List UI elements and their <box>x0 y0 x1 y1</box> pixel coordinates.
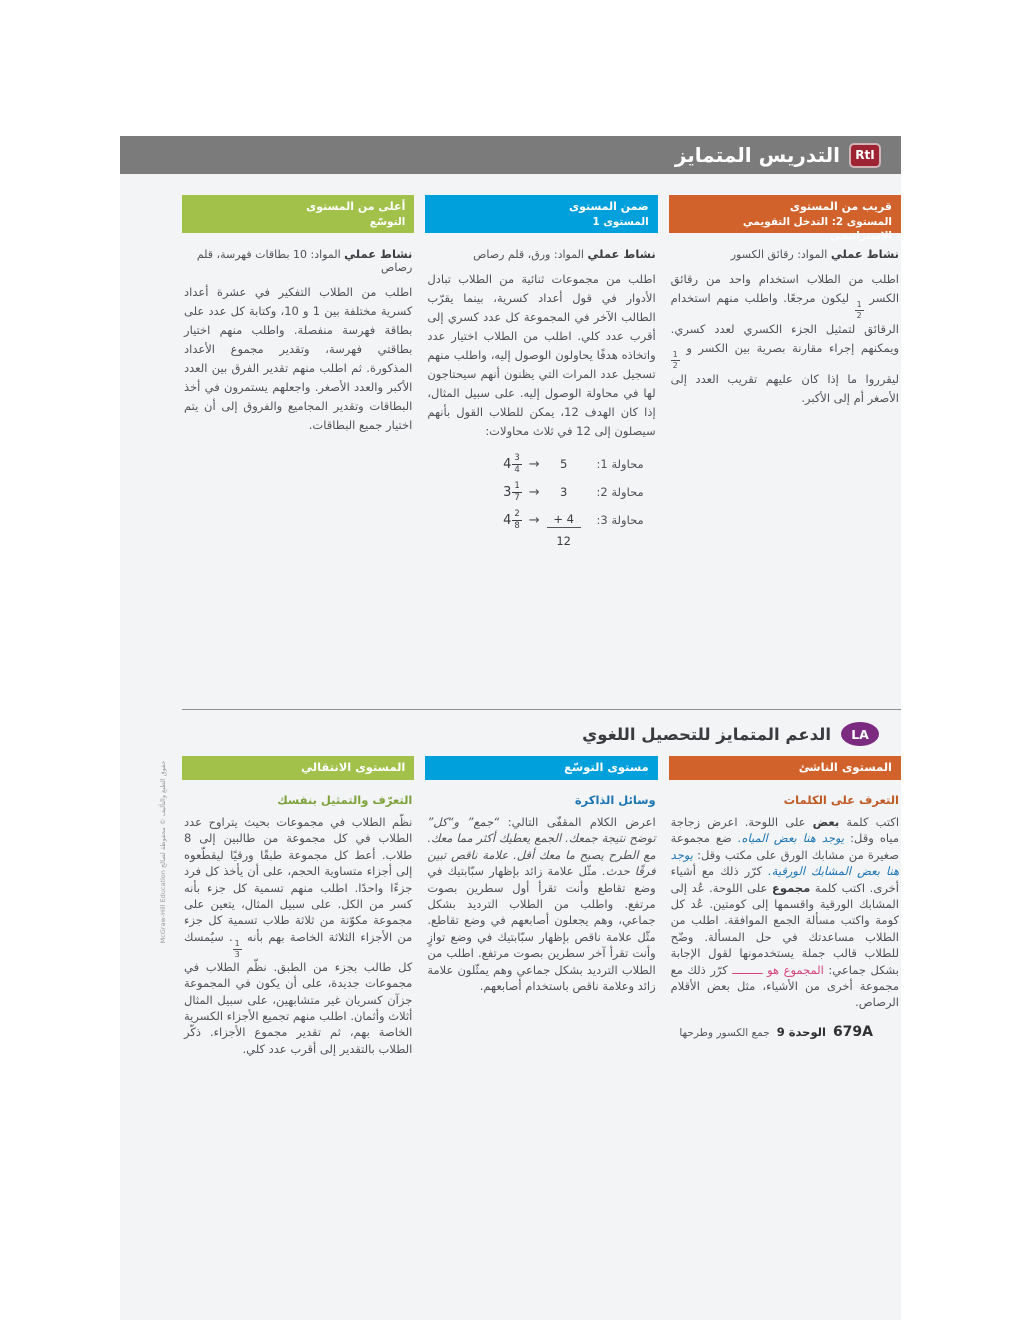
section-on-level <box>425 195 657 692</box>
text-segment: على اللوحة. اعرض زجاجة مياه وقل: <box>670 815 900 846</box>
la-badge-icon: LA <box>841 722 879 746</box>
section-header <box>669 195 901 242</box>
text-segment: ليقرروا ما إذا كان عليهم تقريب العدد إلى الأصغر أم إلى الأكبر. <box>670 372 899 405</box>
activity-materials <box>427 247 655 261</box>
header-line1: أعلى من المستوى <box>306 200 406 213</box>
section-beyond-level <box>182 195 414 692</box>
vocabulary-word: بعض <box>812 815 840 829</box>
arrow-icon: → <box>528 484 540 500</box>
section-subtitle: وسائل الذاكرة <box>574 793 656 807</box>
mixed-number: 4 $\frac{3}{4}$ <box>503 453 520 475</box>
section-emerging-level <box>669 756 901 1010</box>
header-line2: المستوى 1 <box>592 215 649 228</box>
rhyme-text: “جمع” و“كل” توضح نتيجة جمعك. الجمع يعطيك أكثر مما معك. مع الطرح يصبح ما معك أقل. علامة ناقص تبين فرقًا حدث. <box>427 815 656 879</box>
text-segment: اعرض الكلام المقفّى التالي: <box>507 815 656 829</box>
sentence-frame: المجموع هو ـــــــــ <box>732 962 824 977</box>
mixed-number: 4 $\frac{2}{8}$ <box>503 509 520 531</box>
attempt-result: 5 <box>560 457 568 471</box>
body-paragraph <box>427 814 655 994</box>
text-segment: ليكون مرجعًا. واطلب منهم استخدام الرقائق لتمثيل الجزء الكسري لعدد كسري. ويمكنهم إجراء مقارنة بصرية بين الكسر و <box>670 291 900 355</box>
attempt-label: محاولة 1: <box>596 457 644 471</box>
arrow-icon: → <box>528 512 540 528</box>
copyright-vertical-note: حقوق الطبع والتأليف © محفوظة لصالح McGraw-Hill Education <box>159 760 167 944</box>
unit-title: جمع الكسور وطرحها <box>679 1027 770 1039</box>
page-number: 679A <box>832 1024 873 1040</box>
activity-label: نشاط عملي <box>830 247 899 261</box>
attempt-row <box>425 450 643 478</box>
inline-fraction: $\frac{1}{3}$ <box>234 938 240 959</box>
section-divider <box>182 709 901 710</box>
vocabulary-word: مجموع <box>772 880 811 895</box>
language-support-heading <box>182 720 901 748</box>
section-header: المستوى الناشئ <box>669 756 901 780</box>
inline-fraction: $\frac{1}{2}$ <box>672 350 678 370</box>
materials-value: ورق، قلم رصاص <box>473 248 551 261</box>
section-header: مستوى التوسّع <box>425 756 657 780</box>
section-expanding-level <box>425 756 657 1004</box>
rti-header-bar <box>120 136 901 174</box>
attempt-row <box>425 506 643 534</box>
attempts-total: 12 <box>556 534 571 548</box>
body-paragraph <box>671 270 899 408</box>
attempt-result: + 4 <box>547 512 581 528</box>
la-section-title: الدعم المتمايز للتحصيل اللغوي <box>582 724 831 744</box>
materials-label: المواد: <box>310 248 341 261</box>
body-paragraph: اطلب من الطلاب التفكير في عشرة أعداد كسرية مختلفة بين 1 و 10، وكتابة كل عدد على بطاقة فهرسة منفصلة. واطلب منهم اختيار بطاقتي فهرسة، وتقدير مجموع الأعداد المذكورة. ثم اطلب منهم تقدير الفرق بين العدد الأكبر والعدد الأصغر. واجعلهم يستمرون في أخذ البطاقات وتقدير المجاميع والفروق إلى أن يتم اختيار جميع البطاقات. <box>184 285 413 432</box>
section-header <box>425 195 657 233</box>
attempts-total-row <box>425 534 643 548</box>
text-segment: . سيُمسك كل طالب بجزء من الطبق. نظّم الطلاب في مجموعات جديدة، على أن يكون في المجموعة جزآن كسريان غير متشابهين، على سبيل المثال أثلاث وأثمان. اطلب منهم تجميع الأجزاء الكسرية الخاصة بهم، ثم تقدير مجموع الأجزاء. ذكّر الطلاب بالتقدير إلى أقرب عدد كلي. <box>184 929 413 1056</box>
header-line2: المستوى 2: التدخل التقويمي الإستراتيجي <box>742 215 892 242</box>
text-segment: اطلب من الطلاب استخدام واحد من رقائق الكسر <box>670 272 900 305</box>
attempt-label: محاولة 3: <box>596 513 644 527</box>
spacer <box>588 534 644 548</box>
attempt-result: 3 <box>560 485 568 499</box>
differentiated-instruction-columns <box>182 195 901 692</box>
text-segment: كرّر ذلك مع مجموعة أخرى من الأشياء، مثل بعض الأقلام الرصاص. <box>670 962 899 1010</box>
spoken-example: يوجد هنا بعض المياه. <box>737 831 845 846</box>
unit-label: الوحدة 9 <box>776 1025 826 1039</box>
header-line1: قريب من المستوى <box>789 200 892 213</box>
activity-label: نشاط عملي <box>344 247 413 261</box>
text-segment: مثّل علامة زائد بإظهار سبّابتيك في وضع تقاطع وأنت تقرأ أول سطرين بصوت مرتفع. واطلب من الطلاب الترديد بشكل جماعي، وهم يجعلون أصابعهم في وضع تقاطع. مثّل علامة ناقص بإظهار سبّابتيك في وضع توازٍ وأنت تقرأ آخر سطرين بصوت مرتفع. اطلب من الطلاب الترديد بشكل جماعي وهم يمثّلون علامة زائد وعلامة ناقص باستخدام أصابعهم. <box>427 864 656 994</box>
section-subtitle: التعرف على الكلمات <box>783 793 899 807</box>
activity-materials <box>671 247 899 261</box>
body-paragraph: اطلب من مجموعات ثنائية من الطلاب تبادل الأدوار في قول أعداد كسرية، بينما يقرّب الطالب الآخر في المجموعة كل عدد كسري إلى أقرب عدد كلي. اطلب من الطلاب اختيار عدد واتخاذه هدفًا يحاولون الوصول إليه، واطلب منهم تسجيل عدد المرات التي يظنون أنهم سيحتاجون لها في محاولة الوصول إليه. على سبيل المثال، إذا كان الهدف 12، يمكن للطلاب القول بأنهم سيصلون إلى 12 في ثلاث محاولات: <box>427 272 656 438</box>
text-segment: نظّم الطلاب في مجموعات بحيث يتراوح عدد الطلاب في كل مجموعة من طالبين إلى 8 طلاب. أعط كل مجموعة طبقًا ورقيًا ليقطّعوه إلى أجزاء متساوية الحجم، على أن يأخذ كل فرد جزءًا واحدًا. اطلب منهم تسمية كل جزء بأنه كسر من الكل. على سبيل المثال، يتعين على مجموعة مكوّنة من ثلاثة طلاب تسمية كل جزء من الأجزاء الثلاثة الخاصة بهم بأنه <box>184 815 413 944</box>
text-segment: على اللوحة. عُد إلى المشابك الورقية واقسمها إلى كومتين. عُد كل كومة واكتب مسألة الجمع الموافقة. اطلب من الطلاب مساعدتك في حل المسألة. وضّح للطلاب قالب جملة يستخدمونها لقول الإجابة بشكل جماعي: <box>670 880 900 977</box>
document-page <box>120 136 901 1320</box>
body-paragraph <box>184 814 412 1057</box>
text-segment: ضع مجموعة صغيرة من مشابك الورق على مكتب وقل: <box>670 831 899 862</box>
arrow-icon: → <box>528 456 540 472</box>
page-content <box>120 195 901 1056</box>
section-approaching-level <box>669 195 901 692</box>
page-title: التدريس المتمايز <box>674 143 840 167</box>
header-line2: التوسّع <box>369 215 406 228</box>
materials-label: المواد: <box>797 248 828 261</box>
materials-value: 10 بطاقات فهرسة، قلم رصاص <box>196 248 413 274</box>
section-bridging-level <box>182 756 414 1056</box>
activity-materials <box>184 247 412 274</box>
activity-label: نشاط عملي <box>587 247 656 261</box>
text-segment: اكتب كلمة <box>846 815 900 829</box>
inline-fraction: $\frac{1}{2}$ <box>856 300 862 320</box>
mixed-number: 3 $\frac{1}{7}$ <box>503 481 520 503</box>
section-header: المستوى الانتقالي <box>182 756 414 780</box>
materials-value: رقائق الكسور <box>730 248 794 261</box>
body-paragraph <box>671 814 899 1011</box>
attempt-row <box>425 478 643 506</box>
attempt-label: محاولة 2: <box>596 485 644 499</box>
section-subtitle: التعرّف والتمثيل بنفسك <box>277 793 413 807</box>
text-segment: كرّر ذلك مع أشياء أخرى. اكتب كلمة <box>670 864 899 895</box>
section-header <box>182 195 414 233</box>
materials-label: المواد: <box>553 248 584 261</box>
spoken-example: يوجد هنا بعض المشابك الورقية. <box>670 847 900 879</box>
header-line1: ضمن المستوى <box>569 200 649 213</box>
rti-icon: RtI <box>849 143 881 168</box>
attempts-list <box>425 450 657 548</box>
